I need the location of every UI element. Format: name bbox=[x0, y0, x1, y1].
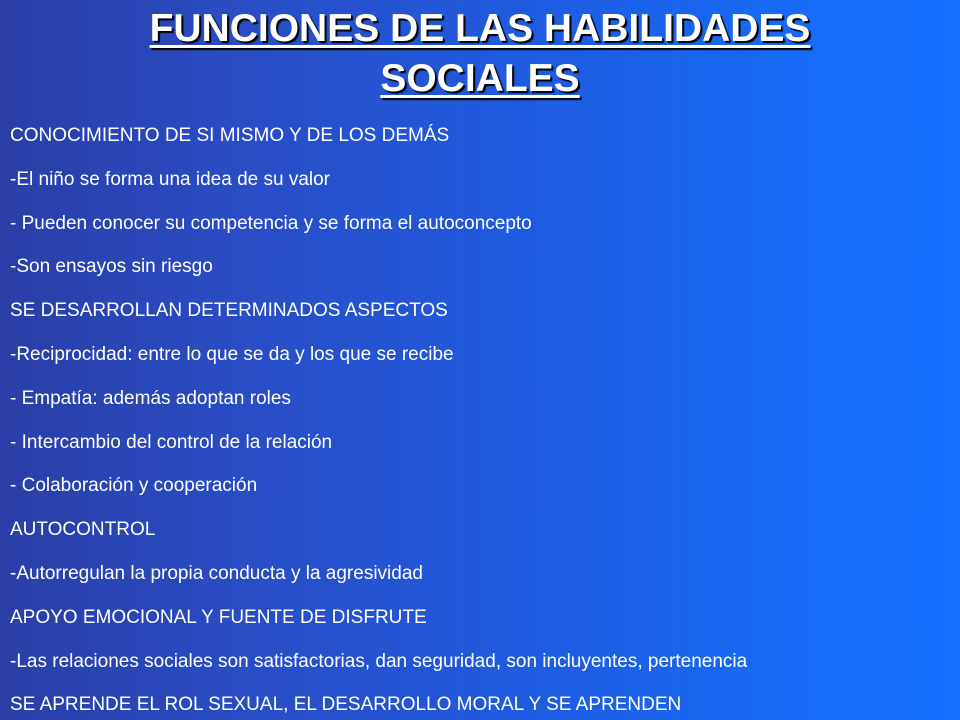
text-line: -Autorregulan la propia conducta y la agresividad bbox=[10, 562, 423, 584]
section-heading-sexual-role: SE APRENDE EL ROL SEXUAL, EL DESARROLLO MORAL Y SE APRENDEN bbox=[10, 694, 682, 716]
text-line: - Pueden conocer su competencia y se forma el autoconcepto bbox=[10, 212, 532, 234]
text-line: -Las relaciones sociales son satisfactorias, dan seguridad, son incluyentes, pertenencia bbox=[10, 650, 748, 672]
text-line: - Intercambio del control de la relación bbox=[10, 431, 333, 453]
text-line: - Empatía: además adoptan roles bbox=[10, 387, 291, 409]
section-heading-emotional-support: APOYO EMOCIONAL Y FUENTE DE DISFRUTE bbox=[10, 606, 427, 628]
slide-title bbox=[0, 4, 960, 104]
slide-body-text bbox=[10, 126, 955, 720]
text-line: - Colaboración y cooperación bbox=[10, 475, 258, 497]
slide-title-line-1: FUNCIONES DE LAS HABILIDADES bbox=[149, 7, 811, 50]
text-line: -El niño se forma una idea de su valor bbox=[10, 168, 331, 190]
section-heading-aspects: SE DESARROLLAN DETERMINADOS ASPECTOS bbox=[10, 300, 448, 322]
text-line: -Reciprocidad: entre lo que se da y los que se recibe bbox=[10, 343, 454, 365]
text-line: -Son ensayos sin riesgo bbox=[10, 256, 213, 278]
section-heading-self-knowledge: CONOCIMIENTO DE SI MISMO Y DE LOS DEMÁS bbox=[10, 125, 450, 146]
section-heading-self-control: AUTOCONTROL bbox=[10, 519, 156, 541]
slide-title-line-2: SOCIALES bbox=[380, 57, 580, 100]
